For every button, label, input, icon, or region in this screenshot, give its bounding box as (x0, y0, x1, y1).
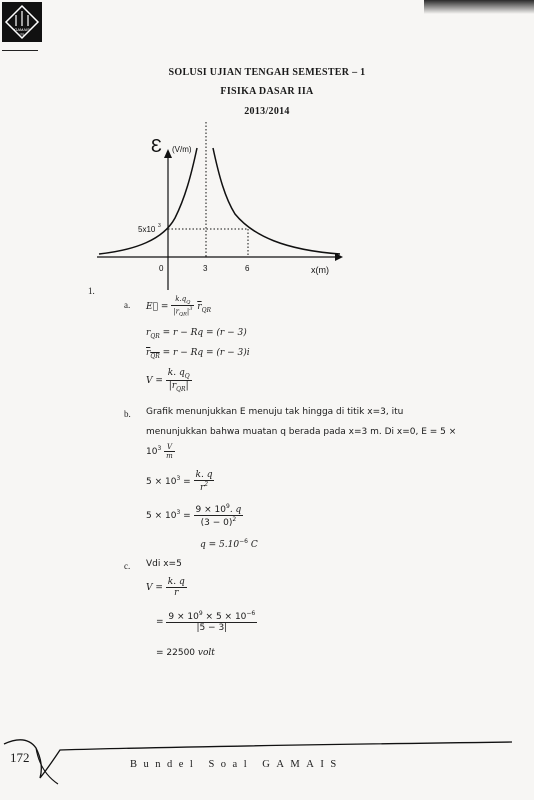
part-b-equation-1: $5 \times 10^3$ = $\frac{k. q}{r^2}$ (146, 470, 213, 493)
part-a-equation-1: E⃗ = $\frac{k.q_Q}{|r_{QR}|^3}$ $\overline{r}_{QR}$ (146, 295, 212, 319)
x-axis-label: x(m) (311, 265, 329, 275)
y-axis-arrow (164, 149, 172, 158)
part-b-text-1: Grafik menunjukkan E menuju tak hingga di titik x=3, itu (146, 407, 404, 417)
x-tick-0: 0 (159, 264, 164, 273)
part-b-equation-2: $5 \times 10^3$ = $\frac{9 \times 10^9. q}{(3 - 0)^2}$ (146, 503, 242, 528)
curve-right (213, 148, 340, 254)
part-c-equation-2: = $\frac{9 \times 10^9 \times 5 \times 10^{-6}}{|5 - 3|}$ (156, 610, 256, 633)
part-b-text-3: $10^3$ $\frac{V}{m}$ (146, 443, 173, 460)
part-c-equation-3: = 22500 volt (156, 648, 215, 658)
question-number: 1. (88, 286, 95, 296)
y-axis-symbol: Ɛ (151, 136, 162, 156)
field-graph (85, 118, 365, 290)
y-axis-label: (V/m) (172, 145, 192, 154)
curve-left (99, 148, 197, 254)
y-tick-exponent: 3 (158, 223, 161, 229)
part-b-text-2: menunjukkan bahwa muatan q berada pada x=3 m. Di x=0, E = 5 × (146, 427, 457, 437)
title-line-2: FISIKA DASAR IIA (220, 86, 314, 97)
gamais-logo (2, 2, 42, 42)
title-line-3: 2013/2014 (244, 106, 290, 117)
x-tick-6: 6 (245, 264, 250, 273)
svg-text:ITB: ITB (19, 32, 25, 37)
part-a-label: a. (124, 300, 131, 310)
svg-text:GAMAIS: GAMAIS (14, 27, 30, 32)
footer-title: Bundel Soal GAMAIS (130, 759, 343, 770)
scan-shadow (424, 0, 534, 14)
part-a-equation-4: V = $\frac{k. q_Q}{|r_{QR}|}$ (146, 368, 190, 393)
page-number: 172 (10, 750, 30, 765)
title-line-1: SOLUSI UJIAN TENGAH SEMESTER – 1 (168, 67, 366, 78)
part-c-heading: Vdi x=5 (146, 559, 182, 569)
header-rule (2, 50, 38, 51)
y-tick-label: 5x10 (138, 225, 156, 234)
part-a-equation-2: $r_{QR} = r - Rq = (r - 3)$ (146, 328, 247, 340)
part-b-label: b. (124, 409, 131, 419)
part-c-equation-1: V = $\frac{k. q}{r}$ (146, 577, 185, 598)
part-b-equation-3: $q = 5.10^{-6}$ C (200, 538, 258, 550)
part-c-label: c. (124, 561, 131, 571)
part-a-equation-3: $r_{QR} = r - Rq = (r - 3)i$ (146, 348, 250, 360)
x-tick-3: 3 (203, 264, 208, 273)
